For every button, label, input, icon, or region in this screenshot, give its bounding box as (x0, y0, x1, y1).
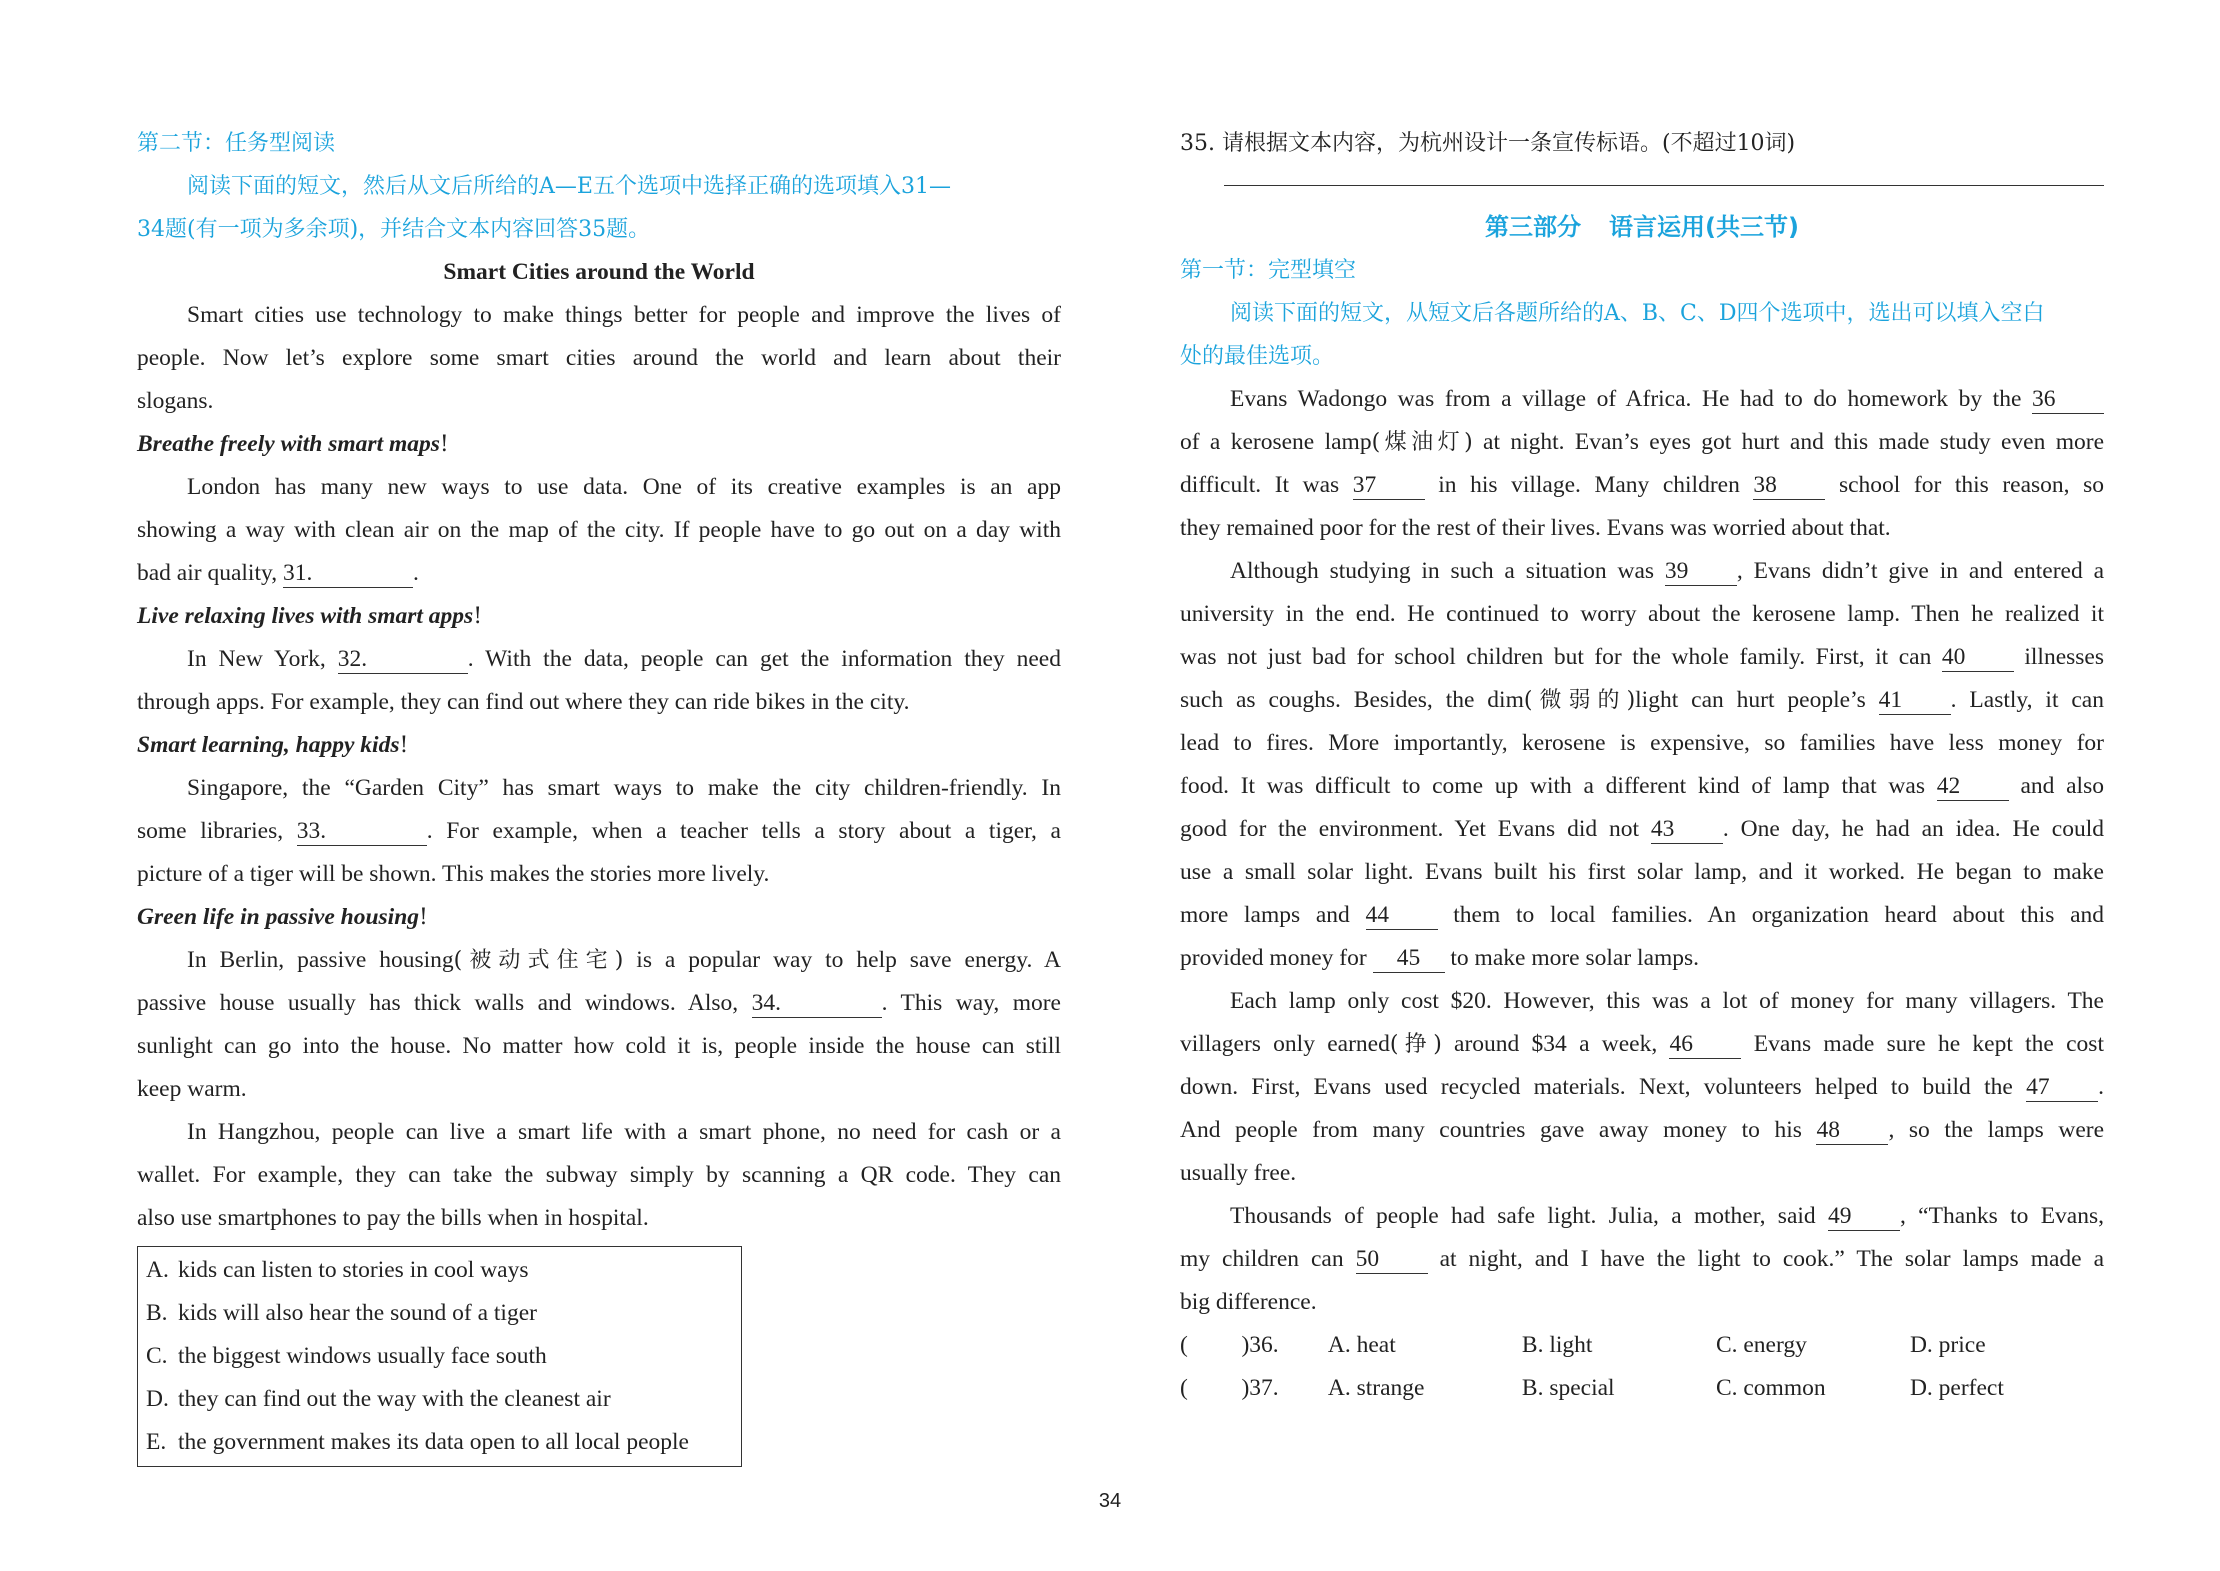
part-title: 第三部分 语言运用(共三节) (1485, 213, 1799, 241)
blank-40[interactable]: 40 (1942, 643, 2014, 672)
text-line: food. It was difficult to come up with a different kind of lamp that was 42 and also (1180, 773, 2104, 799)
instruction-cont: 34题(有一项为多余项)，并结合文本内容回答35题。 (137, 217, 651, 242)
option-item: A. kids can listen to stories in cool ways (146, 1257, 529, 1283)
blank-38[interactable]: 38 (1753, 471, 1825, 500)
blank-46[interactable]: 46 (1669, 1030, 1741, 1059)
text-line: passive house usually has thick walls and windows. Also, 34. . This way, more (137, 990, 1061, 1016)
blank-50[interactable]: 50 (1356, 1245, 1428, 1274)
passage-title: Smart Cities around the World (443, 259, 755, 285)
answer-paren[interactable]: ( (1180, 1332, 1188, 1358)
text-line: And people from many countries gave away money to his 48 , so the lamps were (1180, 1117, 2105, 1143)
text-line: picture of a tiger will be shown. This makes the stories more lively. (137, 861, 770, 887)
choice-d[interactable]: D. perfect (1909, 1375, 2004, 1401)
choice-a[interactable]: A. strange (1327, 1375, 1425, 1401)
text-line: big difference. (1180, 1289, 1317, 1315)
text-line: people. Now let’s explore some smart cities around the world and learn about their (137, 345, 1061, 371)
choice-a[interactable]: A. heat (1327, 1332, 1396, 1358)
question-35: 35. 请根据文本内容，为杭州设计一条宣传标语。(不超过10词) (1180, 131, 1796, 156)
choice-d[interactable]: D. price (1909, 1332, 1986, 1358)
choice-c[interactable]: C. common (1715, 1375, 1826, 1401)
text-line: was not just bad for school children but for the whole family. First, it can 40 illnesses (1180, 644, 2104, 670)
subheading: Smart learning, happy kids! (137, 732, 409, 758)
subheading: Live relaxing lives with smart apps! (137, 603, 483, 629)
blank-43[interactable]: 43 (1651, 815, 1723, 844)
text-line: my children can 50 at night, and I have the light to cook.” The solar lamps made a (1180, 1246, 2104, 1272)
section-heading: 第一节：完型填空 (1180, 258, 1357, 283)
text-line: such as coughs. Besides, the dim(微弱的)light can hurt people’s 41 . Lastly, it can (1180, 687, 2104, 713)
choice-b[interactable]: B. light (1521, 1332, 1593, 1358)
text-line: Although studying in such a situation was 39 , Evans didn’t give in and entered a (1230, 558, 2104, 584)
text-line: Each lamp only cost $20. However, this was a lot of money for many villagers. The (1230, 988, 2104, 1014)
text-line: keep warm. (137, 1076, 247, 1102)
blank-34[interactable]: 34. (752, 989, 882, 1018)
text-line: also use smartphones to pay the bills when in hospital. (137, 1205, 649, 1231)
text-line: more lamps and 44 them to local families. An organization heard about this and (1180, 902, 2104, 928)
text-line: London has many new ways to use data. One of its creative examples is an app (187, 474, 1061, 500)
choice-row-37: ( )37. A. strange B. special C. common D. perfect (1180, 1367, 2104, 1410)
subheading: Breathe freely with smart maps! (137, 431, 449, 457)
blank-31[interactable]: 31. (283, 559, 413, 588)
option-item: B. kids will also hear the sound of a tiger (146, 1300, 537, 1326)
answer-paren[interactable]: ( (1180, 1375, 1188, 1401)
choice-b[interactable]: B. special (1521, 1375, 1615, 1401)
choice-row-36: ( )36. A. heat B. light C. energy D. price (1180, 1324, 2104, 1367)
section-heading: 第二节：任务型阅读 (137, 131, 336, 156)
text-line: wallet. For example, they can take the subway simply by scanning a QR code. They can (137, 1162, 1061, 1188)
instruction: 阅读下面的短文，从短文后各题所给的A、B、C、D四个选项中，选出可以填入空白 (1230, 301, 2045, 326)
answer-line-35[interactable] (1224, 165, 2104, 186)
blank-41[interactable]: 41 (1879, 686, 1951, 715)
text-line: In New York, 32. . With the data, people can get the information they need (187, 646, 1061, 672)
text-line: provided money for 45 to make more solar lamps. (1180, 945, 1700, 971)
text-line: usually free. (1180, 1160, 1297, 1186)
text-line: Singapore, the “Garden City” has smart ways to make the city children-friendly. In (187, 775, 1061, 801)
option-item: E. the government makes its data open to all local people (146, 1429, 689, 1455)
blank-44[interactable]: 44 (1366, 901, 1438, 930)
page-number: 34 (1098, 1490, 1122, 1512)
option-item: D. they can find out the way with the cleanest air (146, 1386, 611, 1412)
text-line: through apps. For example, they can find out where they can ride bikes in the city. (137, 689, 910, 715)
blank-49[interactable]: 49 (1828, 1202, 1900, 1231)
blank-47[interactable]: 47 (2026, 1073, 2098, 1102)
text-line: bad air quality, 31. . (137, 560, 419, 586)
instruction-cont: 处的最佳选项。 (1180, 344, 1335, 369)
text-line: good for the environment. Yet Evans did not 43 . One day, he had an idea. He could (1180, 816, 2104, 842)
text-line: some libraries, 33. . For example, when a teacher tells a story about a tiger, a (137, 818, 1061, 844)
text-line: lead to fires. More importantly, kerosene is expensive, so families have less money for (1180, 730, 2104, 756)
text-line: Evans Wadongo was from a village of Africa. He had to do homework by the 36 (1180, 378, 2104, 421)
text-line: down. First, Evans used recycled materials. Next, volunteers helped to build the 47 . (1180, 1074, 2104, 1100)
blank-36[interactable]: 36 (2032, 385, 2104, 414)
blank-32[interactable]: 32. (338, 645, 468, 674)
options-box (137, 1246, 742, 1467)
text-line: university in the end. He continued to worry about the kerosene lamp. Then he realized it (1180, 601, 2104, 627)
text-line: sunlight can go into the house. No matter how cold it is, people inside the house can still (137, 1033, 1061, 1059)
text-line: difficult. It was 37 in his village. Many children 38 school for this reason, so (1180, 472, 2104, 498)
instruction: 阅读下面的短文，然后从文后所给的A—E五个选项中选择正确的选项填入31— (187, 174, 951, 199)
blank-33[interactable]: 33. (297, 817, 427, 846)
blank-39[interactable]: 39 (1665, 557, 1737, 586)
text-line: Smart cities use technology to make things better for people and improve the lives of (187, 302, 1061, 328)
subheading: Green life in passive housing! (137, 904, 428, 930)
text-line: of a kerosene lamp(煤油灯) at night. Evan’s eyes got hurt and this made study even more (1180, 429, 2105, 455)
text-line: slogans. (137, 388, 214, 414)
blank-45[interactable]: 45 (1373, 944, 1445, 973)
text-line: In Hangzhou, people can live a smart life with a smart phone, no need for cash or a (187, 1119, 1061, 1145)
text-line: they remained poor for the rest of their lives. Evans was worried about that. (1180, 515, 1891, 541)
left-column (137, 122, 1061, 1467)
blank-48[interactable]: 48 (1816, 1116, 1888, 1145)
text-line: use a small solar light. Evans built his first solar lamp, and it worked. He began to make (1180, 859, 2104, 885)
choice-c[interactable]: C. energy (1715, 1332, 1807, 1358)
blank-37[interactable]: 37 (1353, 471, 1425, 500)
blank-42[interactable]: 42 (1937, 772, 2009, 801)
text-line: In Berlin, passive housing(被动式住宅) is a popular way to help save energy. A (187, 947, 1062, 973)
text-line: villagers only earned(挣) around $34 a week, 46 Evans made sure he kept the cost (1180, 1031, 2104, 1057)
text-line: Thousands of people had safe light. Julia, a mother, said 49 , “Thanks to Evans, (1230, 1203, 2105, 1229)
right-column (1180, 122, 2104, 1410)
option-item: C. the biggest windows usually face south (146, 1343, 547, 1369)
text-line: showing a way with clean air on the map of the city. If people have to go out on a day with (137, 517, 1061, 543)
